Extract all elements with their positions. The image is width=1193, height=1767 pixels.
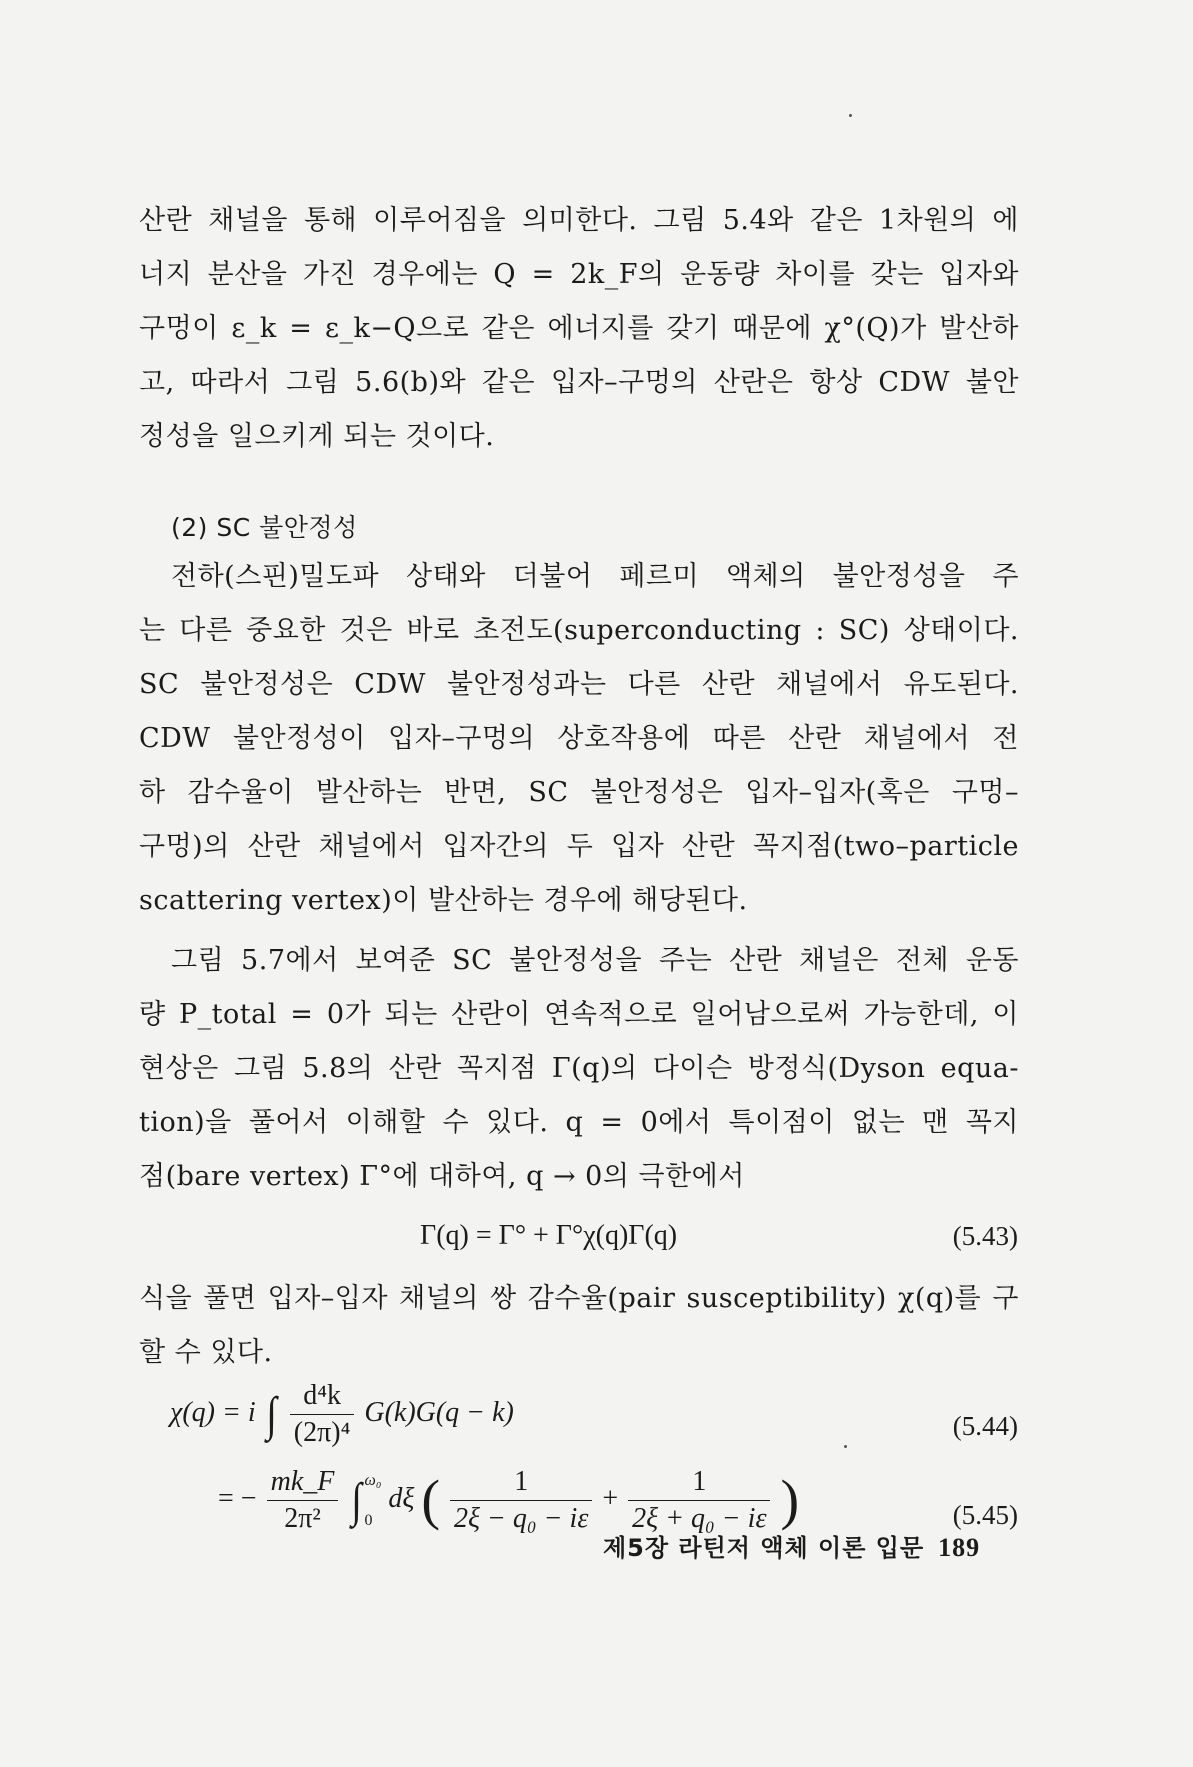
integral-sign: ∫	[265, 1388, 277, 1441]
page-footer	[603, 1528, 980, 1563]
body-line: 식을 풀면 입자–입자 채널의 쌍 감수율(pair susceptibility) χ(q)를 구	[139, 1283, 1019, 1314]
fraction	[450, 1466, 592, 1535]
integral-limits	[365, 1471, 382, 1529]
equation-5-45	[218, 1466, 799, 1535]
body-line: SC 불안정성은 CDW 불안정성과는 다른 산란 채널에서 유도된다.	[139, 669, 1019, 700]
equation-5-44	[170, 1380, 514, 1449]
body-line: 구멍이 ε_k = ε_k−Q으로 같은 에너지를 갖기 때문에 χ°(Q)가 발산하	[139, 313, 1019, 344]
equation-number: (5.45)	[952, 1500, 1018, 1530]
body-line: 고, 따라서 그림 5.6(b)와 같은 입자–구멍의 산란은 항상 CDW 불안	[139, 367, 1019, 398]
fraction-numerator: mk_F	[267, 1466, 339, 1501]
integral-sign: ∫	[351, 1474, 363, 1527]
fraction-denominator: 2ξ + q₀ − iε	[632, 1503, 767, 1534]
fraction-denominator: 2ξ − q₀ − iε	[454, 1503, 589, 1534]
body-line: 량 P_total = 0가 되는 산란이 연속적으로 일어남으로써 가능한데, 이	[139, 999, 1019, 1030]
eq-differential: dξ	[388, 1482, 415, 1514]
plus-sign: +	[602, 1482, 619, 1514]
fraction	[628, 1466, 770, 1535]
body-line: 정성을 일으키게 되는 것이다.	[139, 421, 495, 452]
page-number: 189	[938, 1533, 981, 1562]
body-line: 현상은 그림 5.8의 산란 꼭지점 Γ(q)의 다이슨 방정식(Dyson equa-	[139, 1053, 1019, 1084]
body-line: 산란 채널을 통해 이루어짐을 의미한다. 그림 5.4와 같은 1차원의 에	[139, 205, 1019, 236]
fraction	[267, 1466, 339, 1535]
eq-rhs: G(k)G(q − k)	[364, 1396, 514, 1428]
lower-limit: 0	[364, 1511, 373, 1529]
right-paren: )	[780, 1469, 800, 1532]
body-line: 는 다른 중요한 것은 바로 초전도(superconducting : SC) 상태이다.	[139, 615, 1019, 646]
body-line: 전하(스핀)밀도파 상태와 더불어 페르미 액체의 불안정성을 주	[171, 561, 1019, 592]
fraction-numerator: 1	[628, 1466, 770, 1501]
body-line: 할 수 있다.	[139, 1337, 273, 1368]
left-paren: (	[421, 1469, 441, 1532]
fraction-numerator: 1	[450, 1466, 592, 1501]
scan-speck	[844, 1445, 847, 1448]
equation-number: (5.44)	[952, 1411, 1018, 1441]
fraction-denominator: (2π)⁴	[293, 1417, 351, 1448]
section-heading: (2) SC 불안정성	[171, 513, 358, 542]
body-line: 그림 5.7에서 보여준 SC 불안정성을 주는 산란 채널은 전체 운동	[171, 945, 1019, 976]
body-line: CDW 불안정성이 입자–구멍의 상호작용에 따른 산란 채널에서 전	[139, 723, 1019, 754]
upper-limit: ω₀	[364, 1472, 382, 1490]
body-line: 구멍)의 산란 채널에서 입자간의 두 입자 산란 꼭지점(two–particle	[139, 831, 1019, 862]
body-line: scattering vertex)이 발산하는 경우에 해당된다.	[139, 885, 748, 916]
body-line: tion)을 풀어서 이해할 수 있다. q = 0에서 특이점이 없는 맨 꼭지	[139, 1107, 1019, 1138]
scan-speck	[849, 114, 852, 117]
body-line: 너지 분산을 가진 경우에는 Q = 2k_F의 운동량 차이를 갖는 입자와	[139, 259, 1019, 290]
eq-lhs: χ(q) = i	[170, 1396, 256, 1428]
fraction-denominator: 2π²	[284, 1503, 321, 1534]
body-line: 점(bare vertex) Γ°에 대하여, q → 0의 극한에서	[139, 1161, 745, 1192]
fraction-numerator: d⁴k	[290, 1380, 355, 1415]
chapter-title: 제5장 라틴저 액체 이론 입문	[603, 1534, 925, 1562]
body-line: 하 감수율이 발산하는 반면, SC 불안정성은 입자–입자(혹은 구멍–	[139, 777, 1019, 808]
eq-prefix: = −	[218, 1482, 257, 1514]
fraction	[290, 1380, 355, 1449]
equation-number: (5.43)	[952, 1221, 1018, 1251]
equation-5-43: Γ(q) = Γ° + Γ°χ(q)Γ(q)	[420, 1220, 678, 1251]
